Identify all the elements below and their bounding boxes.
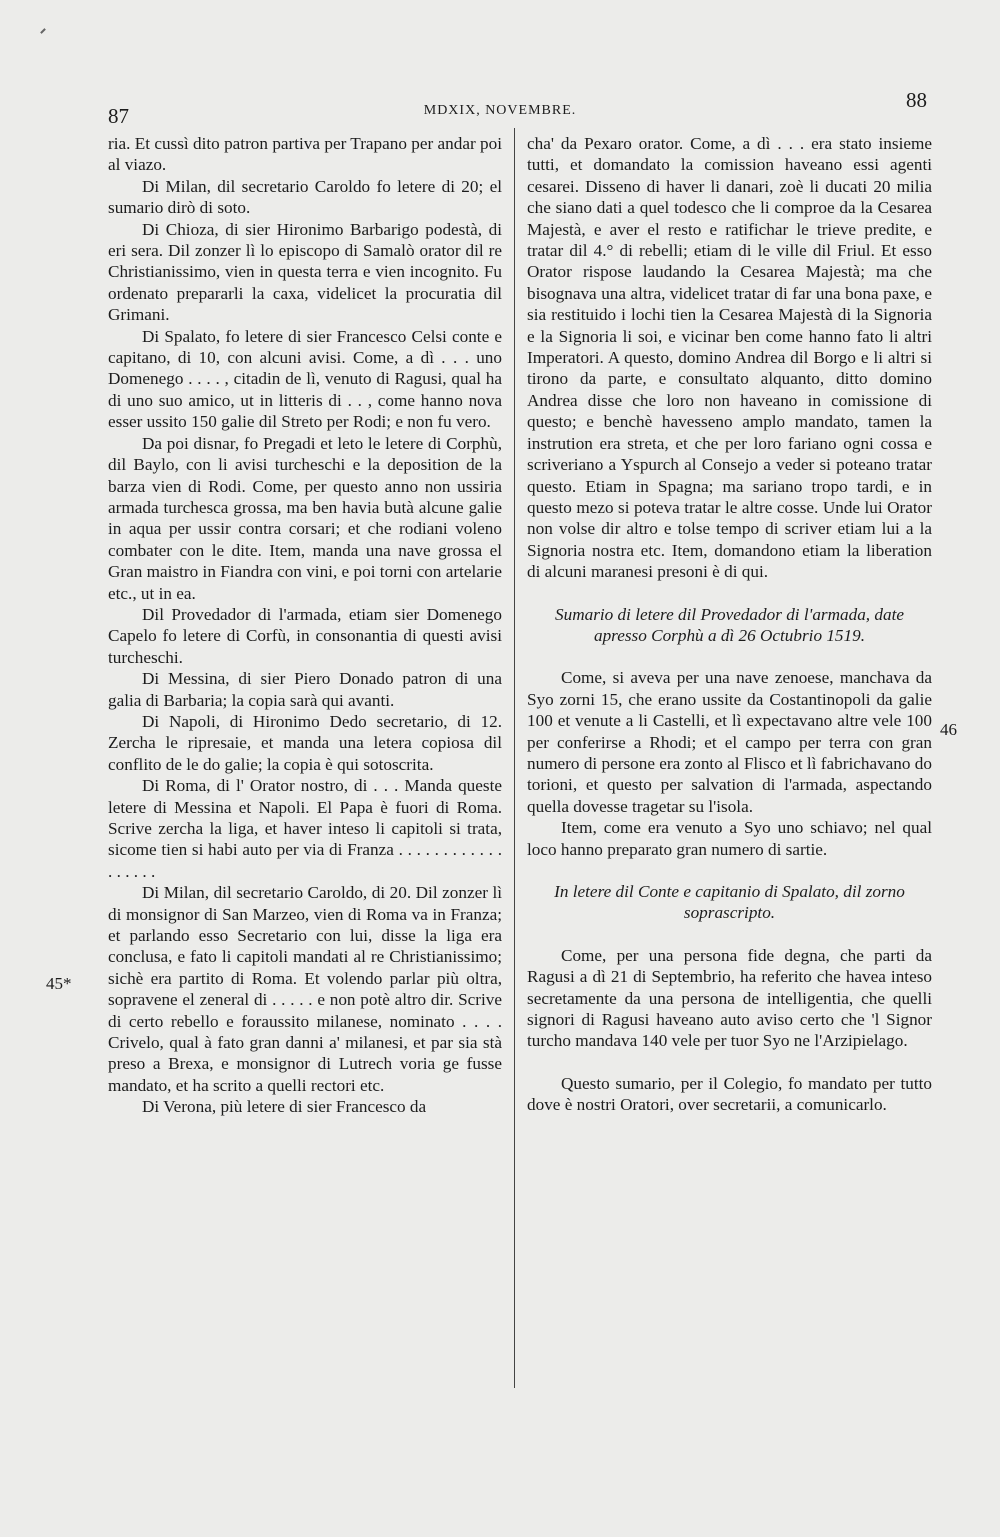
left-column	[108, 133, 502, 1118]
paragraph: ria. Et cussì dito patron partiva per Trapano per andar poi al viazo.	[108, 134, 502, 175]
right-column	[527, 133, 932, 1116]
spacer	[527, 1052, 932, 1073]
paragraph: Come, si aveva per una nave zenoese, manchava da Syo zorni 15, che erano ussite da Costantinopoli da galie 100 et venute a li Castelli, et lì expectavano altre vele 100 per conferirse a Rhodi; et el campo per terra con gran numero di persone era zonto al Flisco et lì fabrichavano do torioni, et questo per salvation di l'armada, aspectando quella dovesse tragetar su l'isola.	[527, 668, 932, 816]
column-divider	[514, 128, 515, 1388]
right-margin-number: 46	[940, 720, 957, 739]
section-heading: In letere dil Conte e capitanio di Spalato, dil zorno soprascripto.	[554, 882, 905, 923]
paragraph: Come, per una persona fide degna, che parti da Ragusi a dì 21 di Septembrio, ha referito che havea inteso secretamente da una persona de intelligentia, che quelli signori di Ragusi haveano auto aviso certo che 'l Signor turcho mandava 140 vele per tuor Syo ne l'Arzipielago.	[527, 945, 932, 1051]
paragraph: Questo sumario, per il Colegio, fo mandato per tutto dove è nostri Oratori, over secretarii, a comunicarlo.	[527, 1073, 932, 1115]
spacer	[527, 583, 932, 604]
paragraph: Dil Provedador di l'armada, etiam sier Domenego Capelo fo letere di Corfù, in consonantia di questi avisi turcheschi.	[108, 604, 502, 667]
paragraph: Di Spalato, fo letere di sier Francesco Celsi conte e capitano, di 10, con alcuni avisi. Come, a dì . . . uno Domenego . . . . , citadin de lì, venuto di Ragusi, qual ha di uno suo amico, ut in litteris di . . , come hanno nova esser ussito 150 galie dil Streto per Rodi; e non fu vero.	[108, 326, 502, 432]
running-head: MDXIX, NOVEMBRE.	[423, 103, 577, 118]
paragraph: Di Milan, dil secretario Caroldo, di 20. Dil zonzer lì di monsignor di San Marzeo, vien di Roma va in Franza; et parlando esso Secretario con lui, disse la liga era conclusa, e fato li capitoli mandati al re Christianissimo; sichè era partito di Roma. Et volendo parlar più oltra, sopravene el zeneral di . . . . . e non potè altro dir. Scrive di certo rebello e foraussito milanese, nominato . . . . Crivelo, qual à fato gran danni a' milanesi, et par sia stà preso a Brexa, e monsignor di Lutrech voria ge fusse mandato, et ha scrito a quelli rectori etc.	[108, 883, 502, 1095]
spacer	[527, 860, 932, 881]
scan-speck	[40, 28, 46, 34]
left-page-number: 87	[108, 104, 129, 128]
paragraph: Di Chioza, di sier Hironimo Barbarigo podestà, di eri sera. Dil zonzer lì lo episcopo di Samalò orator dil re Christianissimo, vien in questa terra e vien incognito. Fu ordenato prepararli la caxa, videlicet la procuratia dil Grimani.	[108, 219, 502, 325]
paragraph: Item, come era venuto a Syo uno schiavo; nel qual loco hanno preparato gran numero di sartie.	[527, 818, 932, 859]
left-margin-number: 45*	[46, 974, 72, 993]
spacer	[527, 646, 932, 667]
paragraph: Di Verona, più letere di sier Francesco da	[142, 1097, 427, 1117]
paragraph: cha' da Pexaro orator. Come, a dì . . . era stato insieme tutti, et domandato la comission haveano essi agenti cesarei. Disseno di haver li danari, zoè li ducati 20 milia che siano dati a quel todesco che li comproe da la Cesarea Majestà, e aver el resto e ratifichar le trieve predite, e tratar dil 4.° di rebelli; etiam di le ville dil Friul. Et esso Orator rispose laudando la Cesarea Majestà; ma che bisognava una altra, videlicet tratar di far una bona paxe, e sia restituido i lochi tien la Cesarea Majestà di la Signoria e la Signoria li soi, e vicinar ben come hanno fato li altri Imperatori. A questo, domino Andrea dil Borgo e li altri si tirono da parte, e consultato alquanto, ditto domino Andrea disse che loro non haveano in comissione di questo; e benchè havesseno amplo mandato, tamen la instrution era streta, et che per loro fariano ogni cossa e scriveriano a Yspurch al Consejo a veder si poteano tratar questo. Etiam in Spagna; ma sariano tropo tardi, e in questo mezo si poteva tratar le altre cosse. Unde lui Orator non volse dir altro e tolse tempo di scriver etiam lui a la Signoria nostra etc. Item, domandono etiam la liberation di alcuni maranesi presoni è di qui.	[527, 134, 932, 582]
spacer	[527, 924, 932, 945]
right-page-number: 88	[906, 88, 927, 112]
paragraph: Da poi disnar, fo Pregadi et leto le letere di Corphù, dil Baylo, con li avisi turcheschi e la deposition de la barza vien di Rodi. Come, per questo anno non ussiria armada turchesca grossa, ma ben havia butà alcune galie in aqua per ussir contra corsari; et che rodiani voleno combater con le dite. Item, manda una nave grossa el Gran maistro in Fiandra con vini, e poi torni con artelarie etc., ut in ea.	[108, 433, 502, 603]
paragraph: Di Roma, di l' Orator nostro, di . . . Manda queste letere di Messina et Napoli. El Papa è fuori di Roma. Scrive zercha la liga, et haver inteso li capitoli si trata, sicome tien si habi auto per via di Franza . . . . . . . . . . . . . . . . . .	[108, 776, 502, 881]
paragraph: Di Napoli, di Hironimo Dedo secretario, di 12. Zercha le ripresaie, et manda una letera copiosa dil conflito de le do galie; la copia è qui sotoscrita.	[108, 711, 502, 774]
paragraph: Di Messina, di sier Piero Donado patron di una galia di Barbaria; la copia sarà qui avanti.	[108, 669, 502, 710]
paragraph: Di Milan, dil secretario Caroldo fo letere di 20; el sumario dirò di soto.	[108, 176, 502, 218]
section-heading: Sumario di letere dil Provedador di l'armada, date apresso Corphù a dì 26 Octubrio 1519.	[555, 604, 904, 645]
